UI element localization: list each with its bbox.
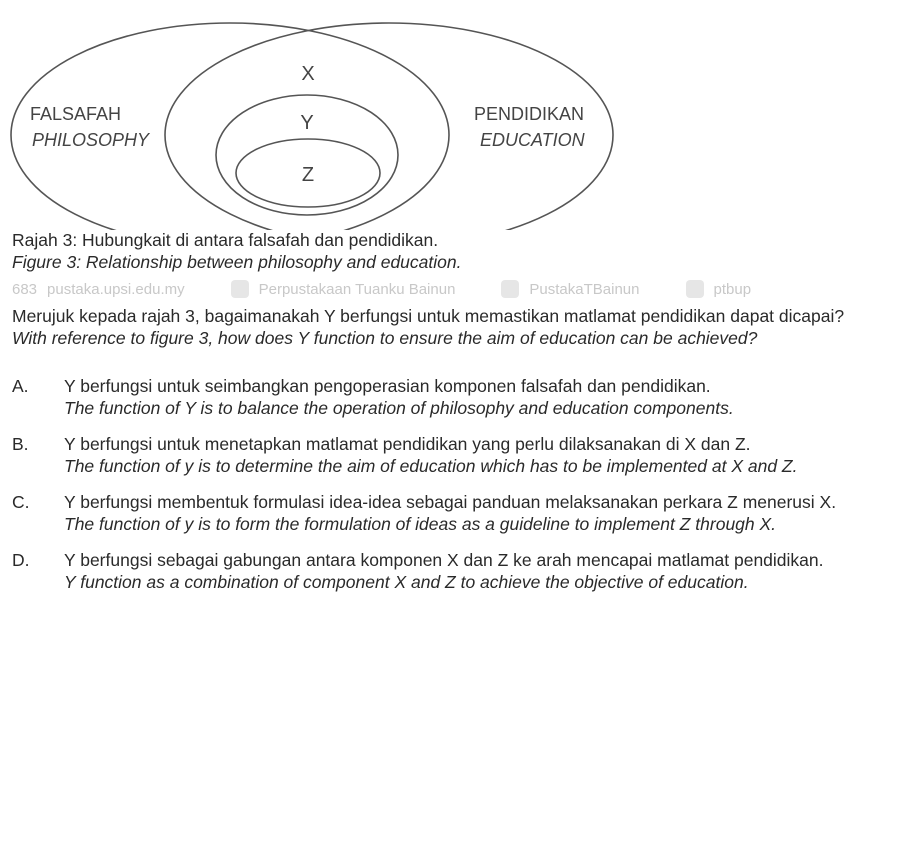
label-education: EDUCATION — [480, 130, 585, 150]
option-text-en: The function of y is to form the formulation of ideas as a guideline to implement Z through X. — [64, 514, 777, 534]
facebook-icon — [231, 280, 249, 298]
option-text-ms: Y berfungsi membentuk formulasi idea-idea sebagai panduan melaksanakan perkara Z menerusi X. — [64, 492, 837, 512]
question-ms: Merujuk kepada rajah 3, bagaimanakah Y berfungsi untuk memastikan matlamat pendidikan dapat dicapai? — [12, 306, 845, 326]
question-en: With reference to figure 3, how does Y function to ensure the aim of education can be achieved? — [12, 328, 758, 348]
label-philosophy: PHILOSOPHY — [32, 130, 150, 150]
option-text-ms: Y berfungsi untuk seimbangkan pengoperasian komponen falsafah dan pendidikan. — [64, 376, 711, 396]
option-d[interactable] — [12, 549, 894, 593]
label-pendidikan: PENDIDIKAN — [474, 104, 585, 124]
watermark-phone: 683 — [12, 280, 38, 298]
watermark-facebook: Perpustakaan Tuanku Bainun — [258, 280, 456, 298]
relationship-diagram — [0, 0, 906, 230]
twitter-icon — [501, 280, 519, 298]
watermark-twitter: PustakaTBainun — [529, 280, 640, 298]
label-z: Z — [301, 164, 315, 186]
option-b[interactable] — [12, 433, 894, 477]
option-letter: D. — [12, 550, 30, 570]
instagram-icon — [686, 280, 704, 298]
label-falsafah: FALSAFAH — [30, 104, 122, 124]
option-text-en: The function of y is to determine the aim of education which has to be implemented at X and Z. — [64, 456, 798, 476]
watermark-instagram: ptbup — [713, 280, 752, 298]
option-text-en: Y function as a combination of component X and Z to achieve the objective of education. — [64, 572, 749, 592]
figure-caption-en: Figure 3: Relationship between philosophy and education. — [12, 252, 462, 272]
label-x: X — [301, 63, 315, 85]
philosophy-ellipse — [11, 23, 449, 230]
option-text-en: The function of Y is to balance the operation of philosophy and education components. — [64, 398, 734, 418]
figure-caption-ms: Rajah 3: Hubungkait di antara falsafah dan pendidikan. — [12, 230, 439, 250]
watermark-site: pustaka.upsi.edu.my — [47, 280, 185, 298]
option-letter: A. — [12, 376, 29, 396]
option-a[interactable] — [12, 375, 894, 419]
watermark-row — [12, 279, 894, 299]
label-y: Y — [300, 112, 314, 134]
option-text-ms: Y berfungsi untuk menetapkan matlamat pendidikan yang perlu dilaksanakan di X dan Z. — [64, 434, 751, 454]
option-letter: B. — [12, 434, 29, 454]
option-text-ms: Y berfungsi sebagai gabungan antara komponen X dan Z ke arah mencapai matlamat pendidikan. — [64, 550, 824, 570]
question-content — [12, 229, 894, 593]
education-ellipse — [165, 23, 613, 230]
option-letter: C. — [12, 492, 30, 512]
option-c[interactable] — [12, 491, 894, 535]
